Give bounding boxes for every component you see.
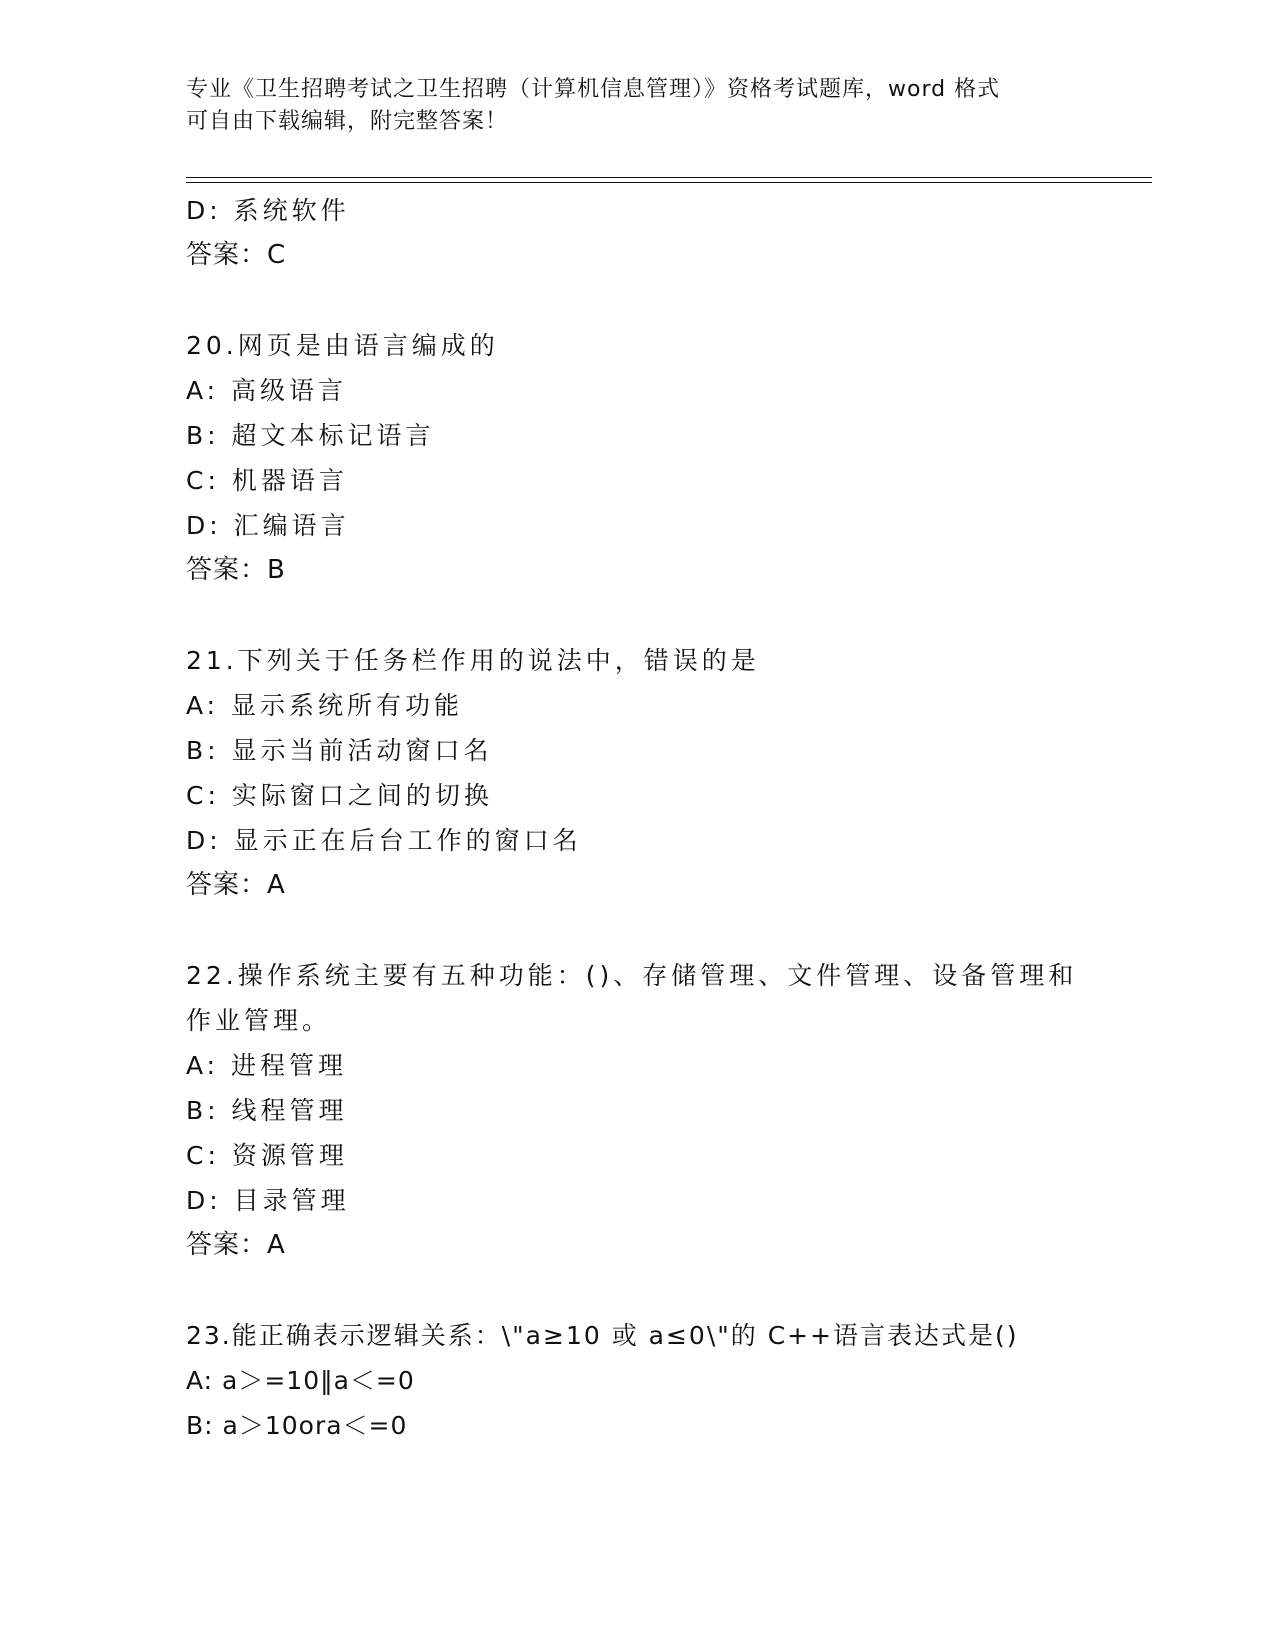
question-stem-line-2: 作业管理。 bbox=[186, 1006, 332, 1035]
answer: 答案：A bbox=[186, 1230, 286, 1260]
option-a: A: 高级语言 bbox=[186, 376, 348, 405]
header-line-2: 可自由下载编辑，附完整答案！ bbox=[186, 109, 509, 134]
option-c: C: 机器语言 bbox=[186, 466, 348, 495]
option-b: B: 线程管理 bbox=[186, 1096, 348, 1125]
option-c: C: 资源管理 bbox=[186, 1141, 348, 1170]
question-list bbox=[186, 188, 1086, 1448]
question-21 bbox=[186, 638, 1086, 908]
answer: 答案：C bbox=[186, 240, 287, 270]
question-stem: 21.下列关于任务栏作用的说法中，错误的是 bbox=[186, 646, 760, 675]
document-header bbox=[186, 74, 1066, 138]
option-b: B: 超文本标记语言 bbox=[186, 421, 435, 450]
answer: 答案：A bbox=[186, 870, 286, 900]
header-rule-top bbox=[186, 177, 1152, 178]
option-d: D: 汇编语言 bbox=[186, 511, 350, 540]
question-stem: 20.网页是由语言编成的 bbox=[186, 331, 499, 360]
question-20 bbox=[186, 323, 1086, 593]
question-stem: 23.能正确表示逻辑关系：\"a≥10 或 a≤0\"的 C++语言表达式是() bbox=[186, 1321, 1019, 1350]
question-23 bbox=[186, 1313, 1086, 1448]
option-a: A: 显示系统所有功能 bbox=[186, 691, 464, 720]
header-rule-bottom bbox=[186, 182, 1152, 183]
question-19-tail bbox=[186, 188, 1086, 278]
header-line-1: 专业《卫生招聘考试之卫生招聘（计算机信息管理）》资格考试题库，word 格式 bbox=[186, 77, 1001, 102]
option-c: C: 实际窗口之间的切换 bbox=[186, 781, 493, 810]
question-22 bbox=[186, 953, 1086, 1268]
option-a: A: a＞=10‖a＜=0 bbox=[186, 1366, 415, 1395]
option-d: D: 显示正在后台工作的窗口名 bbox=[186, 826, 582, 855]
answer: 答案：B bbox=[186, 555, 286, 585]
question-stem-line-1: 22.操作系统主要有五种功能：()、存储管理、文件管理、设备管理和 bbox=[186, 961, 1078, 990]
option-a: A: 进程管理 bbox=[186, 1051, 348, 1080]
option-b: B: 显示当前活动窗口名 bbox=[186, 736, 493, 765]
option-d: D: 目录管理 bbox=[186, 1186, 350, 1215]
option-d: D: 系统软件 bbox=[186, 196, 350, 225]
option-b: B: a＞10ora＜=0 bbox=[186, 1411, 408, 1440]
